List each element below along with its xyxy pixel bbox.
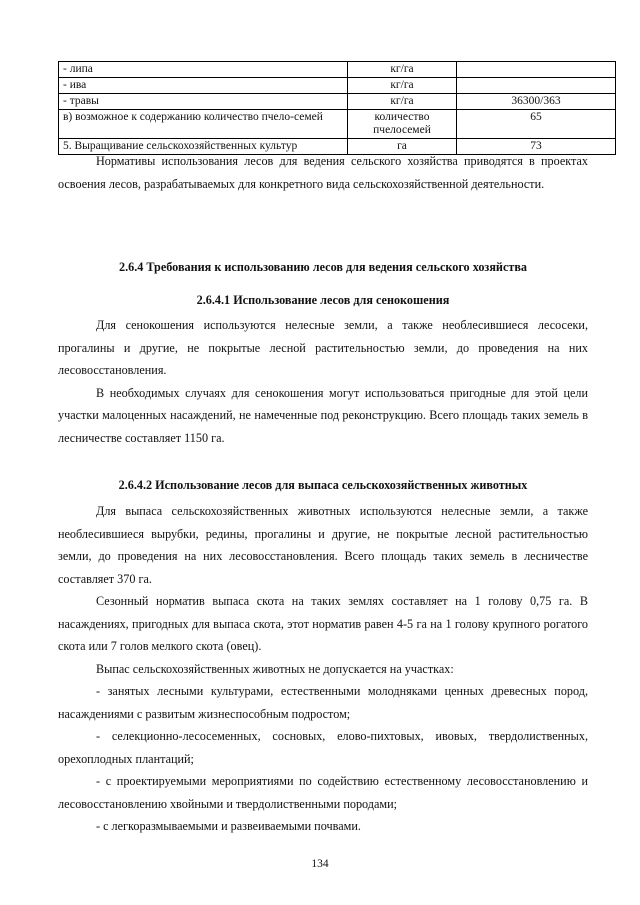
body-paragraph: Выпас сельскохозяйственных животных не допускается на участках: [96, 661, 454, 676]
section-heading: 2.6.4 Требования к использованию лесов для ведения сельского хозяйства [118, 260, 528, 274]
table-cell-unit: кг/га [348, 94, 457, 110]
table-cell-name: - ива [59, 78, 348, 94]
list-item: - с проектируемыми мероприятиями по содействию естественному лесовосстановлению и лесовосстановлению хвойными и твердолиственными породами; [58, 774, 588, 811]
table-cell-value [457, 62, 616, 78]
table-row [59, 110, 616, 139]
subsection-heading-haymaking: 2.6.4.1 Использование лесов для сенокошения [196, 293, 450, 307]
table-row [59, 78, 616, 94]
subsection-heading-grazing: 2.6.4.2 Использование лесов для выпаса сельскохозяйственных животных [118, 478, 528, 492]
intro-paragraph: Нормативы использования лесов для ведения сельского хозяйства приводятся в проектах освоения лесов, разрабатываемых для конкретного вида сельскохозяйственной деятельности. [58, 154, 588, 191]
table-cell-unit: га [348, 139, 457, 155]
grazing-block [58, 500, 588, 838]
norms-table [58, 61, 616, 155]
table-cell-value: 73 [457, 139, 616, 155]
table-cell-value: 36300/363 [457, 94, 616, 110]
table-cell-name: в) возможное к содержанию количество пчело-семей [59, 110, 348, 139]
table-row [59, 62, 616, 78]
table-cell-unit: кг/га [348, 62, 457, 78]
body-paragraph: Сезонный норматив выпаса скота на таких землях составляет на 1 голову 0,75 га. В насаждениях, пригодных для выпаса скота, этот норматив равен 4-5 га на 1 голову крупного рогатого скота или 7 голов мелкого скота (овец). [58, 594, 588, 653]
body-paragraph: Для сенокошения используются нелесные земли, а также необлесившиеся лесосеки, прогалины и другие, не покрытые лесной растительностью земли, до проведения на них лесовосстановления. [58, 318, 588, 377]
body-paragraph: Для выпаса сельскохозяйственных животных используются нелесные земли, а также необлесившиеся вырубки, редины, прогалины и другие, не покрытые лесной растительностью земли, до проведения на них лесовосстановления. Всего площадь таких земель в лесничестве составляет 370 га. [58, 504, 588, 586]
table-row [59, 94, 616, 110]
haymaking-block [58, 314, 588, 449]
table-cell-value: 65 [457, 110, 616, 139]
table-cell-name: 5. Выращивание сельскохозяйственных культур [59, 139, 348, 155]
list-item: - селекционно-лесосеменных, сосновых, елово-пихтовых, ивовых, твердолиственных, орехоплодных плантаций; [58, 729, 588, 766]
page-number: 134 [311, 858, 329, 870]
intro-block [58, 150, 588, 195]
list-item: - с легкоразмываемыми и развеиваемыми почвами. [96, 819, 361, 833]
table-cell-value [457, 78, 616, 94]
table-cell-unit: кг/га [348, 78, 457, 94]
body-paragraph: В необходимых случаях для сенокошения могут использоваться пригодные для этой цели участки малоценных насаждений, не намеченные под реконструкцию. Всего площадь таких земель в лесничестве составляет 1150 га. [58, 385, 588, 445]
table-cell-name: - травы [59, 94, 348, 110]
table-cell-unit: количество пчелосемей [348, 110, 457, 139]
table-cell-name: - липа [59, 62, 348, 78]
list-item: - занятых лесными культурами, естественными молодняками ценных древесных пород, насаждениями с развитым жизнеспособным подростом; [58, 684, 588, 721]
